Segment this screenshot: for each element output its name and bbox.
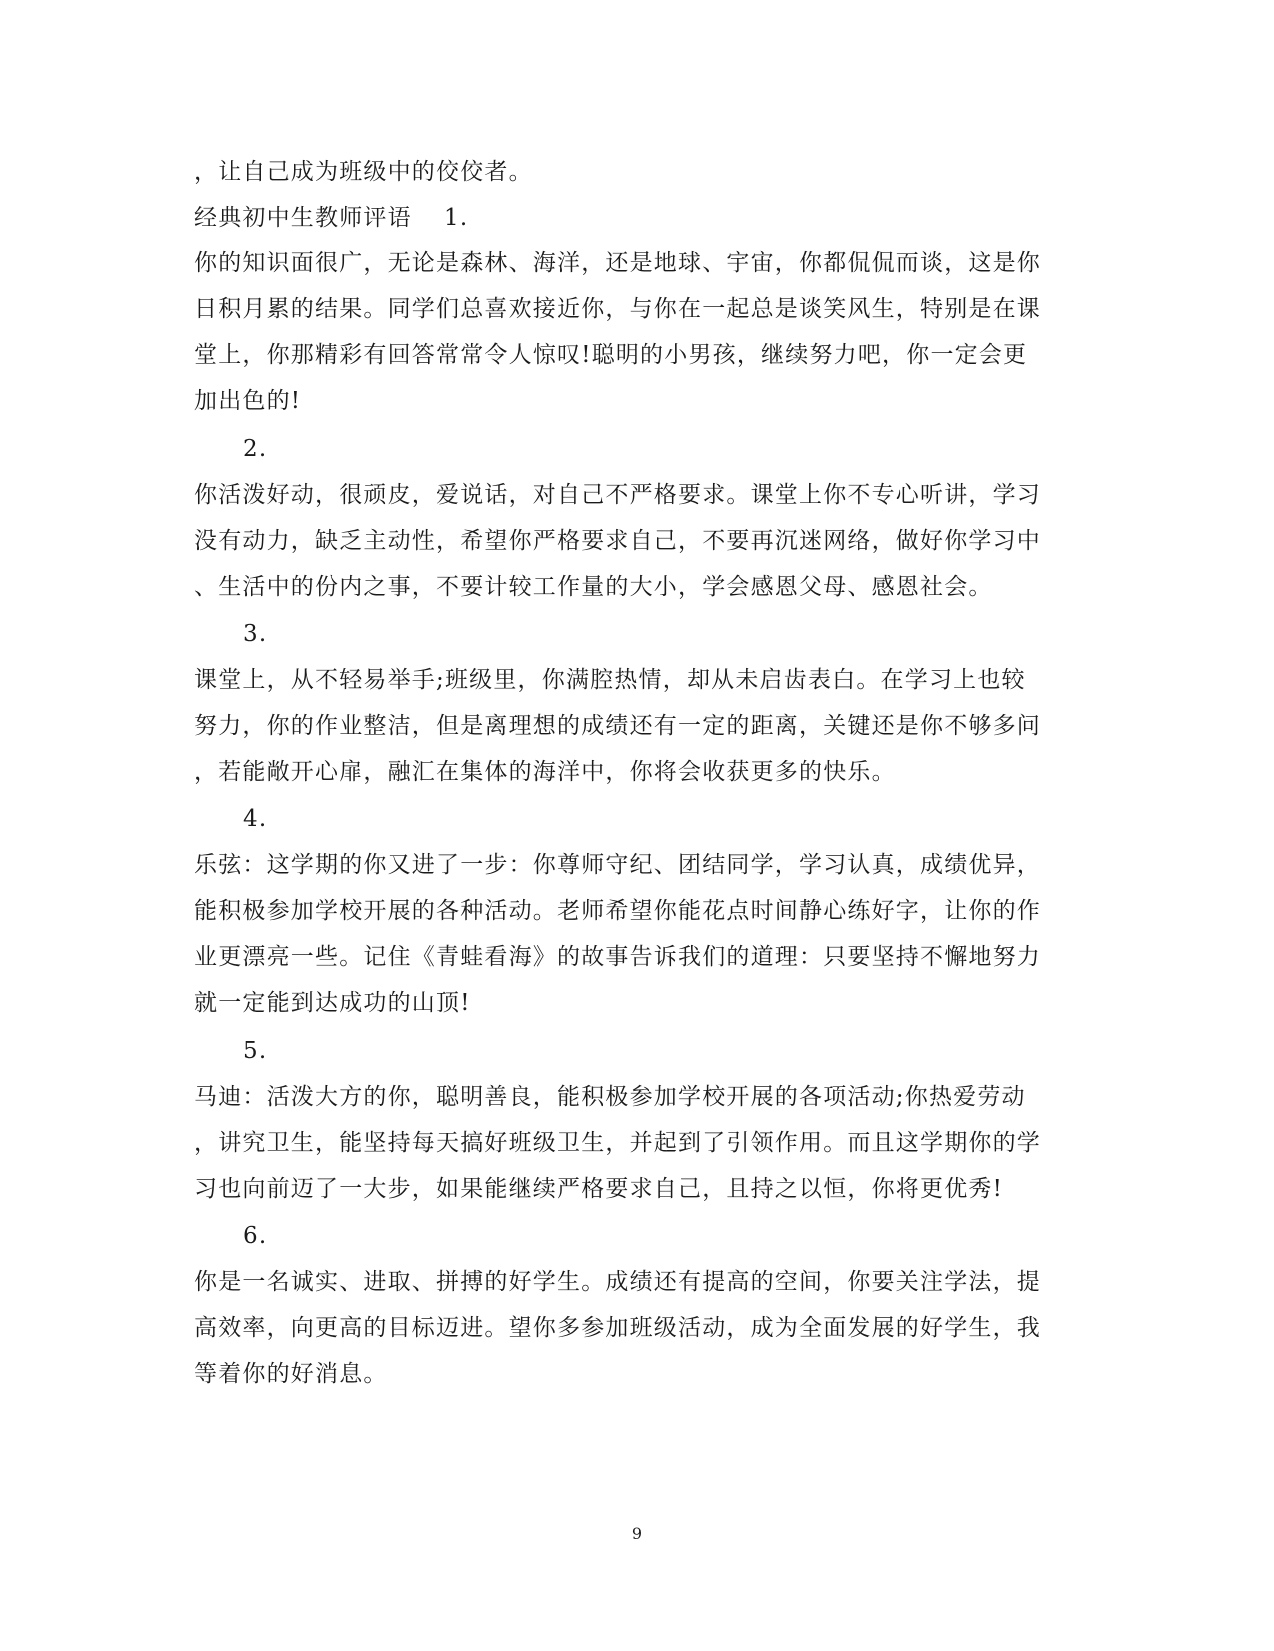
text-line: ，讲究卫生，能坚持每天搞好班级卫生，并起到了引领作用。而且这学期你的学 [194,1130,1041,1156]
text-line: 马迪：活泼大方的你，聪明善良，能积极参加学校开展的各项活动;你热爱劳动 [194,1084,1026,1110]
item-number: 4. [243,806,268,832]
text-line: 加出色的! [194,388,302,414]
text-line: 、生活中的份内之事，不要计较工作量的大小，学会感恩父母、感恩社会。 [194,574,993,600]
item-number: 5. [243,1038,268,1064]
text-line: ，让自己成为班级中的佼佼者。 [194,159,533,185]
text-line: 堂上，你那精彩有回答常常令人惊叹!聪明的小男孩，继续努力吧，你一定会更 [194,342,1028,368]
item-number: 2. [243,436,268,462]
text-line: 高效率，向更高的目标迈进。望你多参加班级活动，成为全面发展的好学生，我 [194,1315,1041,1341]
item-number: 6. [243,1223,268,1249]
text-line: 没有动力，缺乏主动性，希望你严格要求自己，不要再沉迷网络，做好你学习中 [194,528,1041,554]
text-line: 努力，你的作业整洁，但是离理想的成绩还有一定的距离，关键还是你不够多问 [194,713,1041,739]
item-number: 3. [243,621,268,647]
text-line: 习也向前迈了一大步，如果能继续严格要求自己，且持之以恒，你将更优秀! [194,1176,1004,1202]
text-line: 能积极参加学校开展的各种活动。老师希望你能花点时间静心练好字，让你的作 [194,898,1041,924]
text-line: ，若能敞开心扉，融汇在集体的海洋中，你将会收获更多的快乐。 [194,759,896,785]
text-line: 日积月累的结果。同学们总喜欢接近你，与你在一起总是谈笑风生，特别是在课 [194,296,1041,322]
section-heading [194,203,469,233]
text-line: 课堂上，从不轻易举手;班级里，你满腔热情，却从未启齿表白。在学习上也较 [194,667,1026,693]
text-line: 你活泼好动，很顽皮，爱说话，对自己不严格要求。课堂上你不专心听讲，学习 [194,482,1041,508]
text-line: 等着你的好消息。 [194,1361,388,1387]
item-number: 1. [444,205,469,231]
section-heading-title: 经典初中生教师评语 [194,205,412,231]
text-line: 你的知识面很广，无论是森林、海洋，还是地球、宇宙，你都侃侃而谈，这是你 [194,250,1041,276]
text-line: 乐弦：这学期的你又进了一步：你尊师守纪、团结同学，学习认真，成绩优异， [194,852,1041,878]
page-number: 9 [631,1524,643,1543]
text-line: 业更漂亮一些。记住《青蛙看海》的故事告诉我们的道理：只要坚持不懈地努力 [194,944,1041,970]
text-line: 就一定能到达成功的山顶! [194,990,471,1016]
text-line: 你是一名诚实、进取、拼搏的好学生。成绩还有提高的空间，你要关注学法，提 [194,1269,1041,1295]
